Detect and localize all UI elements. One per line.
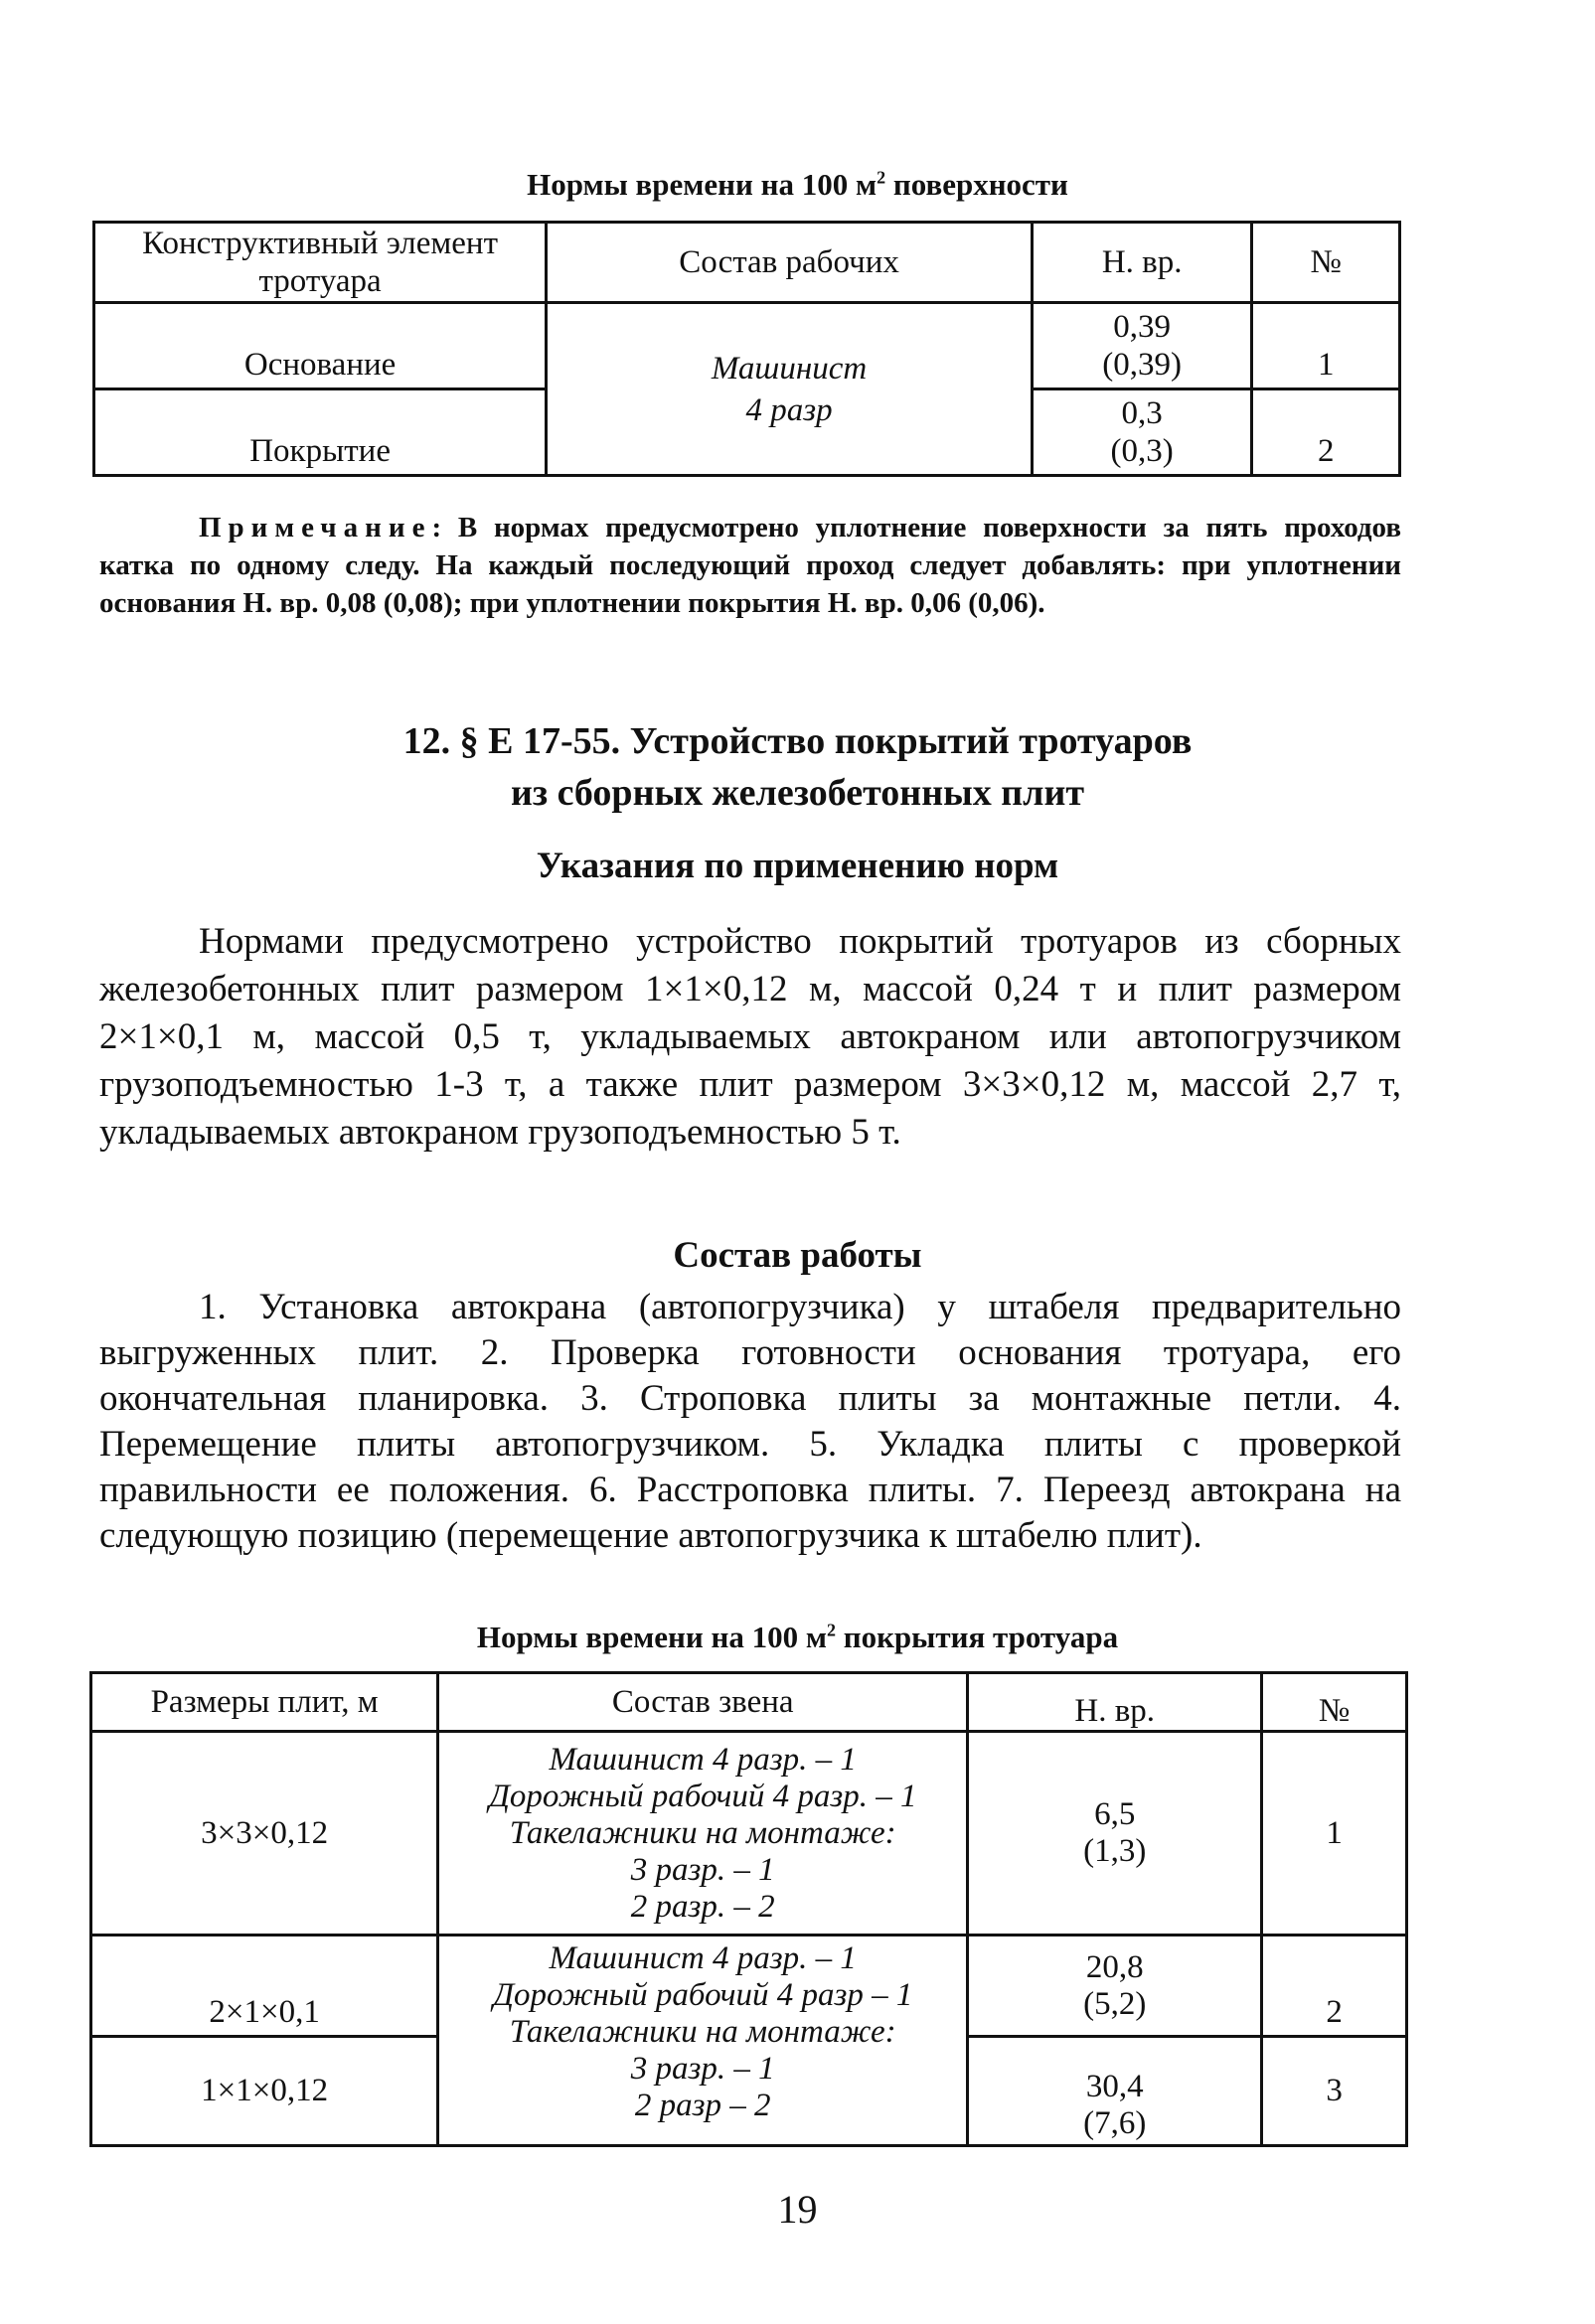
hvr-value-paren: (7,6) bbox=[1083, 2105, 1147, 2141]
crew-line-2: 4 разр bbox=[745, 391, 833, 428]
row-num: 1 bbox=[1262, 1732, 1407, 1936]
row-element: Основание bbox=[94, 303, 547, 389]
hvr-value: 20,8 bbox=[1085, 1948, 1144, 1985]
row-hvr bbox=[1032, 303, 1251, 389]
note-paragraph bbox=[99, 509, 1401, 622]
hvr-value-paren: (1,3) bbox=[1083, 1833, 1147, 1869]
row-crew bbox=[547, 303, 1033, 476]
row-size: 3×3×0,12 bbox=[91, 1732, 438, 1936]
row-size: 2×1×0,1 bbox=[91, 1936, 438, 2037]
row-hvr bbox=[968, 1936, 1262, 2037]
table-row bbox=[91, 1732, 1407, 1936]
guidance-heading: Указания по применению норм bbox=[536, 846, 1059, 886]
row-num: 3 bbox=[1262, 2037, 1407, 2146]
header-num: № bbox=[1262, 1673, 1407, 1732]
row-size: 1×1×0,12 bbox=[91, 2037, 438, 2146]
table1-caption bbox=[0, 167, 1595, 203]
crew-line: Такелажники на монтаже: bbox=[509, 1814, 896, 1851]
header-hvr: Н. вр. bbox=[968, 1673, 1262, 1732]
crew-line: 3 разр. – 1 bbox=[630, 2051, 775, 2087]
crew-line: Машинист 4 разр. – 1 bbox=[549, 1741, 857, 1778]
table2-caption-tail: покрытия тротуара bbox=[835, 1620, 1119, 1654]
row-num: 2 bbox=[1252, 389, 1400, 476]
header-hvr: Н. вр. bbox=[1032, 223, 1251, 303]
hvr-value-paren: (5,2) bbox=[1083, 1985, 1147, 2022]
table1-caption-sup: 2 bbox=[877, 167, 886, 188]
hvr-value: 6,5 bbox=[1094, 1796, 1136, 1832]
row-element: Покрытие bbox=[94, 389, 547, 476]
table-header-row bbox=[91, 1673, 1407, 1732]
note-label: Примечание bbox=[199, 512, 432, 543]
table1-caption-text: Нормы времени на 100 м bbox=[527, 167, 877, 202]
crew-line: Машинист 4 разр. – 1 bbox=[549, 1940, 857, 1976]
hvr-value: 0,39 bbox=[1113, 309, 1172, 345]
row-hvr bbox=[1032, 389, 1251, 476]
row-hvr bbox=[968, 2037, 1262, 2146]
table-row bbox=[91, 1936, 1407, 2037]
crew-line: Такелажники на монтаже: bbox=[509, 2014, 896, 2050]
crew-line: 3 разр. – 1 bbox=[630, 1851, 775, 1888]
table-header-row bbox=[94, 223, 1400, 303]
row-hvr bbox=[968, 1732, 1262, 1936]
table1-caption-tail: поверхности bbox=[885, 167, 1068, 202]
table-row bbox=[94, 303, 1400, 389]
table2-caption bbox=[0, 1620, 1595, 1655]
crew-line: Дорожный рабочий 4 разр. – 1 bbox=[488, 1778, 917, 1814]
row-crew-shared bbox=[438, 1936, 968, 2146]
crew-line: 2 разр – 2 bbox=[634, 2088, 771, 2123]
header-crew: Состав звена bbox=[438, 1673, 968, 1732]
work-heading: Состав работы bbox=[673, 1235, 922, 1276]
row-crew bbox=[438, 1732, 968, 1936]
norms-table-surface bbox=[92, 221, 1401, 477]
row-num: 2 bbox=[1262, 1936, 1407, 2037]
section-title-line2: из сборных железобетонных плит bbox=[510, 772, 1085, 814]
crew-line: 2 разр. – 2 bbox=[630, 1888, 775, 1925]
note-text: : В нормах предусмотрено уплотнение поверхности за пять проходов катка по одному следу. На каждый последующий проход следует добавлять: при уплотнении основания Н. вр. 0,08 (0,08); при уплотнении покрытия Н. вр. 0,06 (0,06). bbox=[99, 512, 1401, 619]
header-crew: Состав рабочих bbox=[547, 223, 1033, 303]
hvr-value: 0,3 bbox=[1121, 395, 1163, 431]
crew-line-1: Машинист bbox=[711, 350, 868, 387]
guidance-paragraph: Нормами предусмотрено устройство покрытий тротуаров из сборных железобетонных плит размером 1×1×0,12 м, массой 0,24 т и плит размером 2×1×0,1 м, массой 0,5 т, укладываемых автокраном или автопогрузчиком грузоподъемностью 1-3 т, а также плит размером 3×3×0,12 м, массой 2,7 т, укладываемых автокраном грузоподъемностью 5 т. bbox=[99, 921, 1401, 1153]
hvr-value-paren: (0,3) bbox=[1110, 433, 1174, 469]
header-size: Размеры плит, м bbox=[91, 1673, 438, 1732]
row-num: 1 bbox=[1252, 303, 1400, 389]
crew-line: Дорожный рабочий 4 разр – 1 bbox=[493, 1977, 913, 2013]
table2-caption-sup: 2 bbox=[826, 1620, 836, 1640]
section-title bbox=[0, 715, 1595, 819]
hvr-value-paren: (0,39) bbox=[1102, 347, 1183, 383]
norms-table-coating bbox=[89, 1671, 1408, 2147]
page-number: 19 bbox=[777, 2187, 818, 2232]
header-element: Конструктивный элемент тротуара bbox=[94, 223, 547, 303]
table2-caption-text: Нормы времени на 100 м bbox=[476, 1620, 827, 1654]
section-title-line1: 12. § Е 17-55. Устройство покрытий тротуаров bbox=[402, 720, 1193, 762]
hvr-value: 30,4 bbox=[1085, 2069, 1144, 2104]
header-num: № bbox=[1252, 223, 1400, 303]
work-paragraph: 1. Установка автокрана (автопогрузчика) у штабеля предварительно выгруженных плит. 2. Проверка готовности основания тротуара, его окончательная планировка. 3. Строповка плиты за монтажные петли. 4. Перемещение плиты автопогрузчиком. 5. Укладка плиты с проверкой правильности ее положения. 6. Расстроповка плиты. 7. Переезд автокрана на следующую позицию (перемещение автопогрузчика к штабелю плит). bbox=[99, 1287, 1401, 1556]
